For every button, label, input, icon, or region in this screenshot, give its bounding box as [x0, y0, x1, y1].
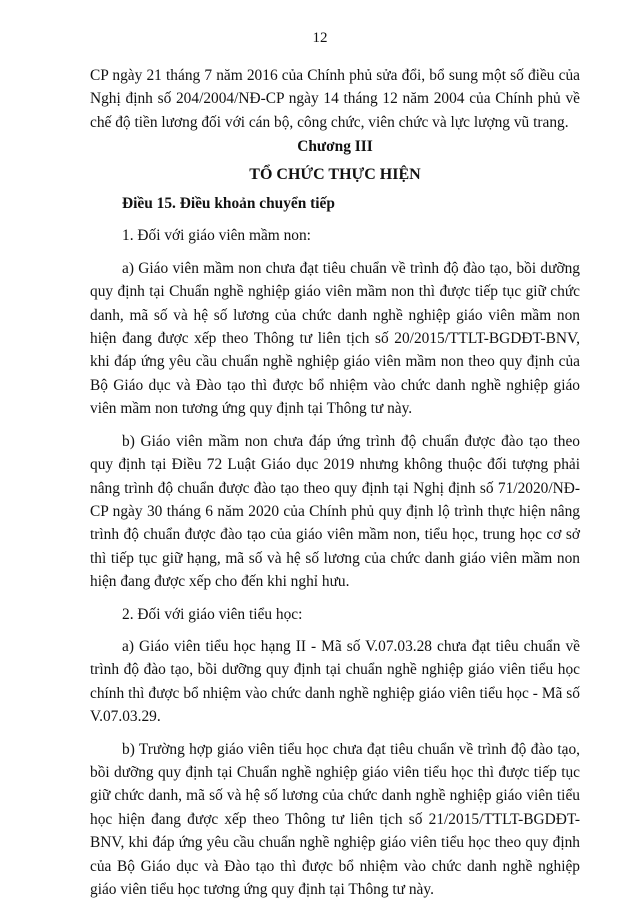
page-number: 12: [312, 30, 328, 46]
section-paragraph: a) Giáo viên tiểu học hạng II - Mã số V.07.03.28 chưa đạt tiêu chuẩn về trình độ đào tạo, bồi dưỡng quy định tại chuẩn nghề nghiệp giáo viên tiểu học chính thì được bổ nhiệm vào chức danh nghề nghiệp giáo viên tiểu học - Mã số V.07.03.29.: [90, 637, 580, 726]
article-heading: Điều 15. Điều khoản chuyển tiếp: [122, 195, 335, 213]
section-paragraph: a) Giáo viên mầm non chưa đạt tiêu chuẩn về trình độ đào tạo, bồi dưỡng quy định tại Chuẩn nghề nghiệp giáo viên mầm non thì được tiếp tục giữ chức danh, mã số và hệ số lương của chức danh nghề nghiệp giáo viên mầm non hiện đang được xếp theo Thông tư liên tịch số 20/2015/TTLT-BGDĐT-BNV, khi đáp ứng yêu cầu chuẩn nghề nghiệp giáo viên mầm non theo quy định của Bộ Giáo dục và Đào tạo thì được bổ nhiệm vào chức danh nghề nghiệp giáo viên mầm non tương ứng quy định tại Thông tư này.: [90, 259, 580, 418]
section-paragraph: b) Giáo viên mầm non chưa đáp ứng trình độ chuẩn được đào tạo theo quy định tại Điều 72 Luật Giáo dục 2019 nhưng không thuộc đối tượng phải nâng trình độ chuẩn được đào tạo theo quy định tại Nghị định số 71/2020/NĐ-CP ngày 30 tháng 6 năm 2020 của Chính phủ quy định lộ trình thực hiện nâng trình độ chuẩn được đào tạo của giáo viên mầm non, tiểu học, trung học cơ sở thì tiếp tục giữ hạng, mã số và hệ số lương của chức danh giáo viên mầm non hiện đang được xếp cho đến khi nghỉ hưu.: [90, 432, 580, 591]
section-paragraph: b) Trường hợp giáo viên tiểu học chưa đạt tiêu chuẩn về trình độ đào tạo, bồi dưỡng quy định tại Chuẩn nghề nghiệp giáo viên tiểu học thì được tiếp tục giữ chức danh, mã số và hệ số lương của chức danh nghề nghiệp giáo viên tiểu học hiện đang được xếp theo Thông tư liên tịch số 21/2015/TTLT-BGDĐT-BNV, khi đáp ứng yêu cầu chuẩn nghề nghiệp giáo viên tiểu học theo quy định của Bộ Giáo dục và Đào tạo thì được bổ nhiệm vào chức danh nghề nghiệp giáo viên tiểu học tương ứng quy định tại Thông tư này.: [90, 740, 580, 898]
section-heading: 2. Đối với giáo viên tiểu học:: [122, 605, 303, 623]
section-heading: 1. Đối với giáo viên mầm non:: [122, 227, 311, 245]
chapter-title: TỔ CHỨC THỰC HIỆN: [249, 165, 421, 183]
chapter-label: Chương III: [297, 138, 373, 156]
intro-paragraph: CP ngày 21 tháng 7 năm 2016 của Chính phủ sửa đổi, bổ sung một số điều của Nghị định số 204/2004/NĐ-CP ngày 14 tháng 12 năm 2004 của Chính phủ về chế độ tiền lương đối với cán bộ, công chức, viên chức và lực lượng vũ trang.: [90, 67, 580, 131]
document-body: [90, 64, 580, 901]
